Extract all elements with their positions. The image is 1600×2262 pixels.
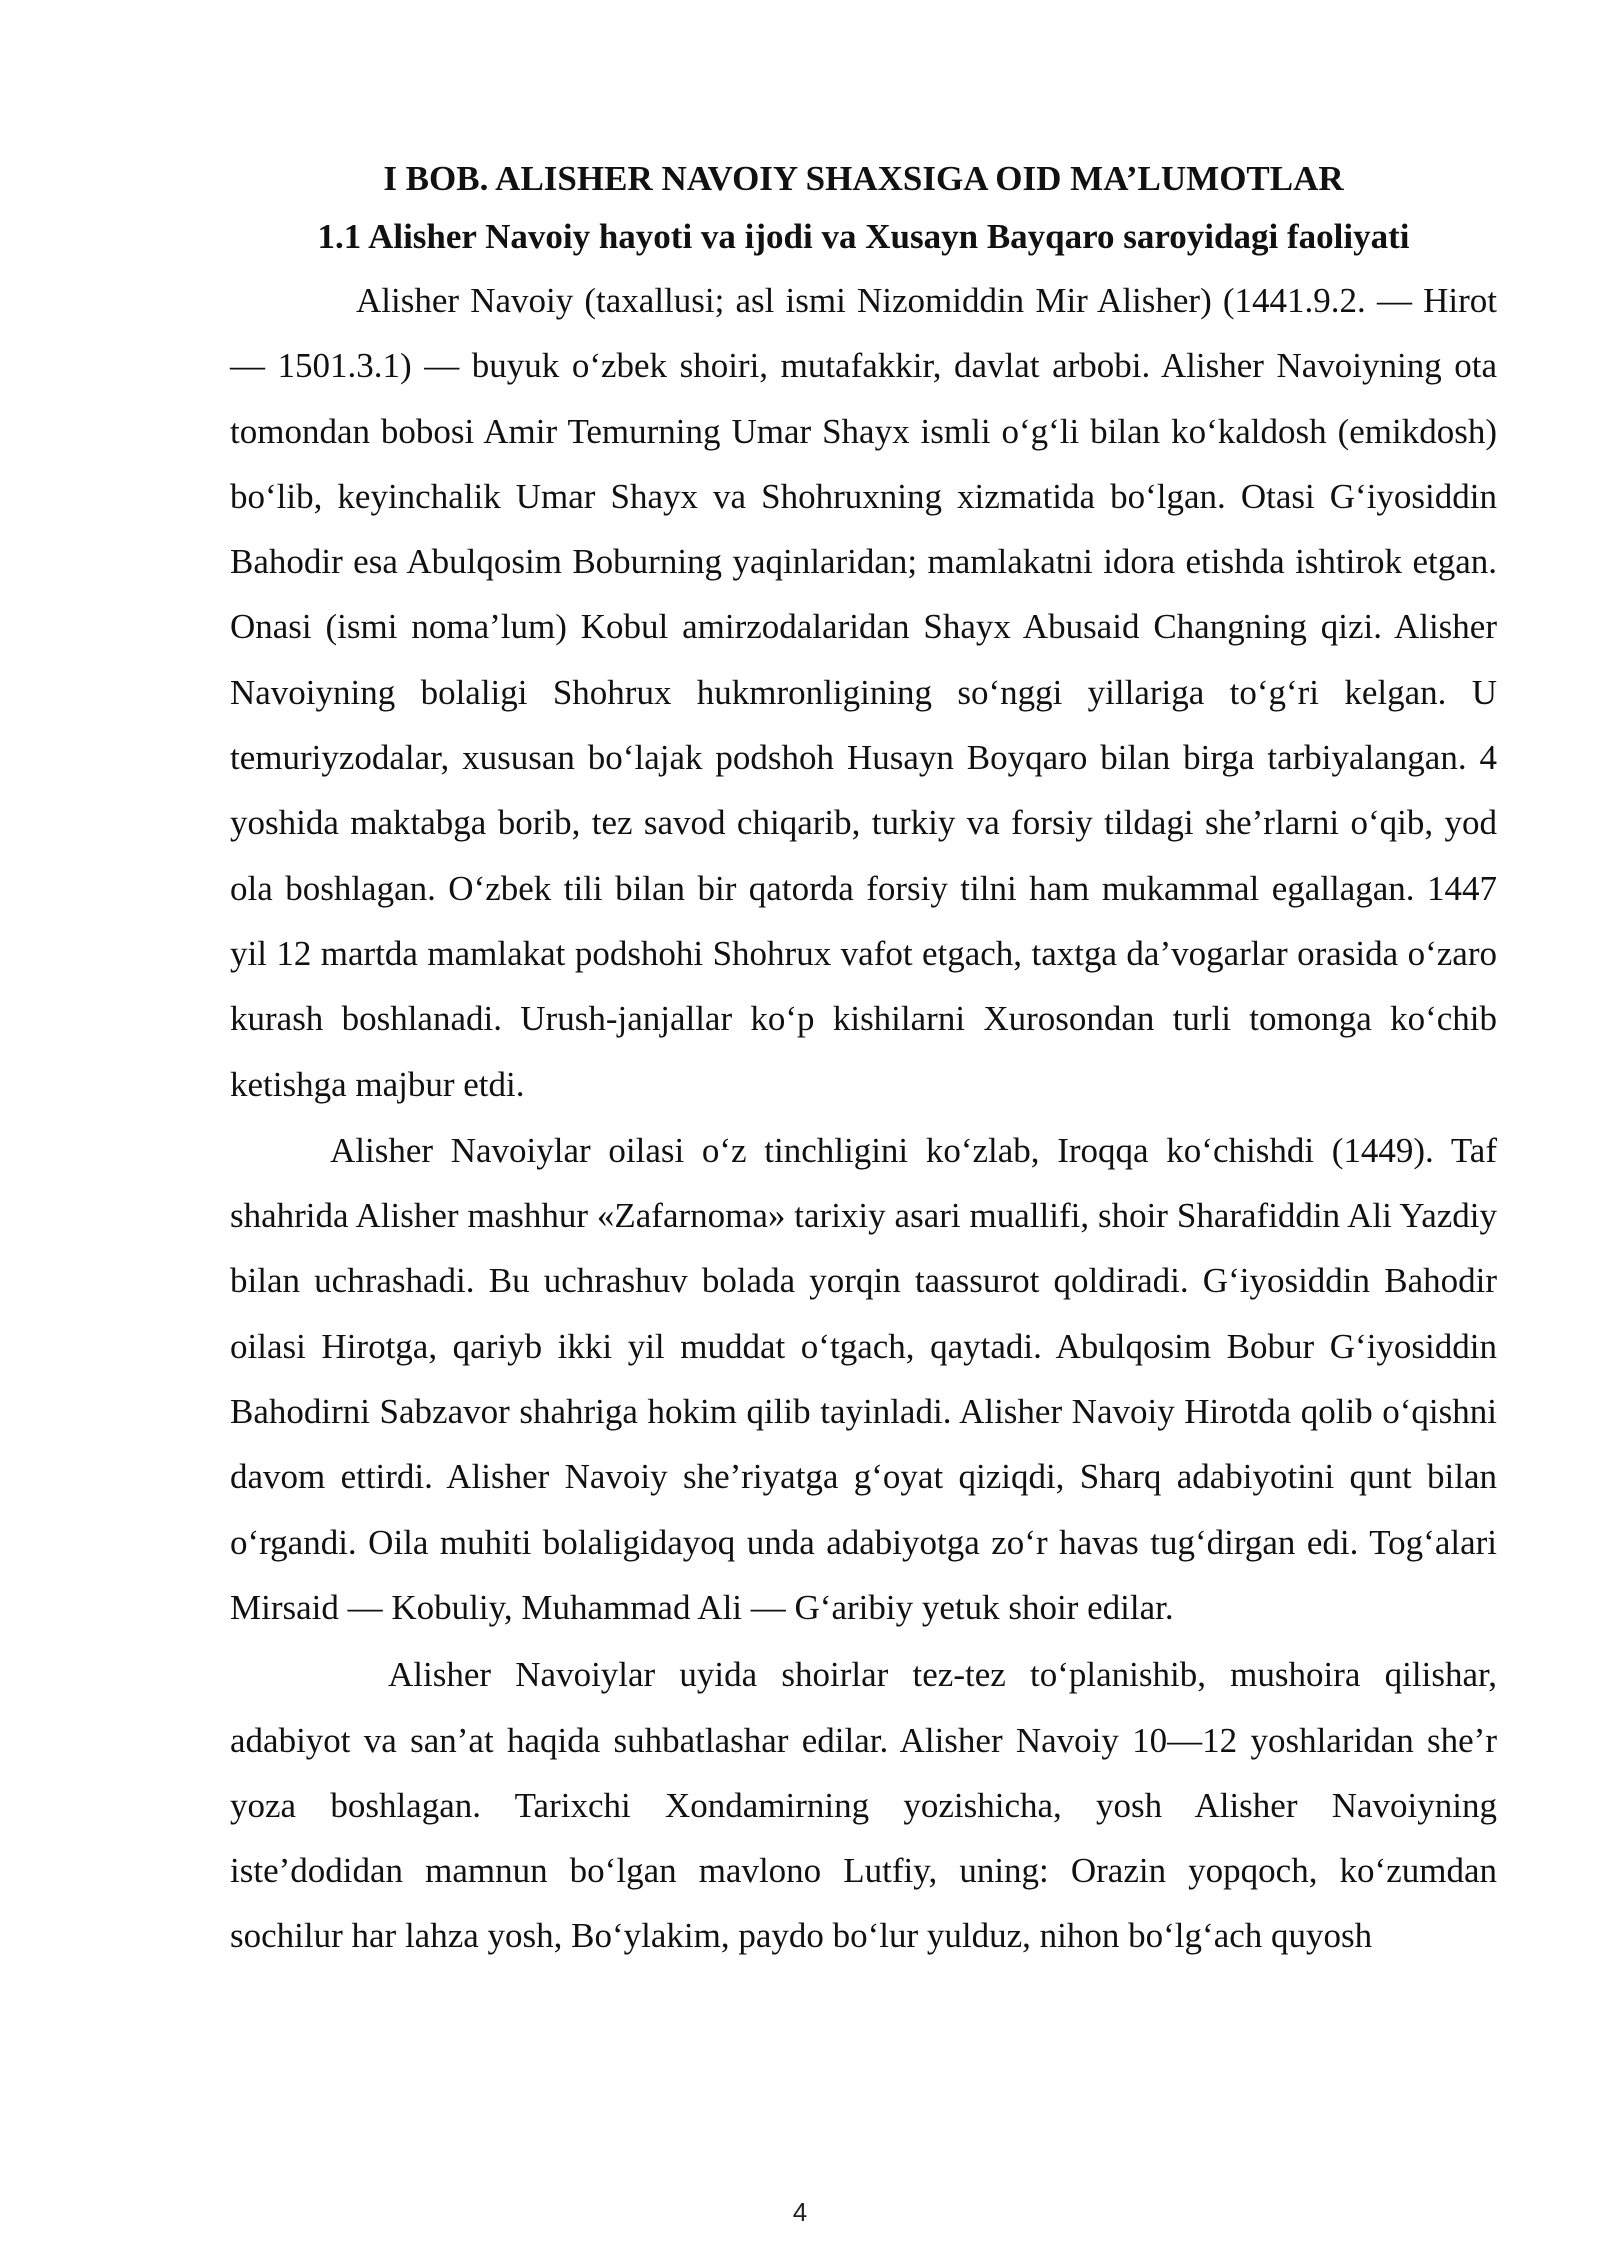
body-paragraph: Alisher Navoiylar oilasi oʻz tinchligini koʻzlab, Iroqqa koʻchishdi (1449). Taf shahrida Alisher mashhur «Zafarnoma» tarixiy asari muallifi, shoir Sharafiddin Ali Yazdiy bilan uchrashadi. Bu uchrashuv bolada yorqin taassurot qoldiradi. Gʻiyosiddin Bahodir oilasi Hirotga, qariyb ikki yil muddat oʻtgach, qaytadi. Abulqosim Bobur Gʻiyosiddin Bahodirni Sabzavor shahriga hokim qilib tayinladi. Alisher Navoiy Hirotda qolib oʻqishni davom ettirdi. Alisher Navoiy she’riyatga gʻoyat qiziqdi, Sharq adabiyotini qunt bilan oʻrgandi. Oila muhiti bolaligidayoq unda adabiyotga zoʻr havas tugʻdirgan edi. Togʻalari Mirsaid — Kobuliy, Muhammad Ali — Gʻaribiy yetuk shoir edilar.	[230, 1130, 1497, 1627]
body-paragraph: Alisher Navoiylar uyida shoirlar tez-tez toʻplanishib, mushoira qilishar, adabiyot va san’at haqida suhbatlashar edilar. Alisher Navoiy 10—12 yoshlaridan she’r yoza boshlagan. Tarixchi Xondamirning yozishicha, yosh Alisher Navoiyning iste’dodidan mamnun boʻlgan mavlono Lutfiy, uning: Orazin yopqoch, koʻzumdan sochilur har lahza yosh, Boʻylakim, paydo boʻlur yulduz, nihon boʻlgʻach quyosh	[230, 1655, 1497, 1956]
section-title: 1.1 Alisher Navoiy hayoti va ijodi va Xusayn Bayqaro saroyidagi faoliyati	[317, 217, 1410, 256]
chapter-title: I BOB. ALISHER NAVOIY SHAXSIGA OID MA’LUMOTLAR	[383, 159, 1344, 198]
body-paragraph: Alisher Navoiy (taxallusi; asl ismi Nizomiddin Mir Alisher) (1441.9.2. — Hirot — 1501.3.1) — buyuk oʻzbek shoiri, mutafakkir, davlat arbobi. Alisher Navoiyning ota tomondan bobosi Amir Temurning Umar Shayx ismli oʻgʻli bilan koʻkaldosh (emikdosh) boʻlib, keyinchalik Umar Shayx va Shohruxning xizmatida boʻlgan. Otasi Gʻiyosiddin Bahodir esa Abulqosim Boburning yaqinlaridan; mamlakatni idora etishda ishtirok etgan. Onasi (ismi noma’lum) Kobul amirzodalaridan Shayx Abusaid Changning qizi. Alisher Navoiyning bolaligi Shohrux hukmronligining soʻnggi yillariga toʻgʻri kelgan. U temuriyzodalar, xususan boʻlajak podshoh Husayn Boyqaro bilan birga tarbiyalangan. 4 yoshida maktabga borib, tez savod chiqarib, turkiy va forsiy tildagi she’rlarni oʻqib, yod ola boshlagan. Oʻzbek tili bilan bir qatorda forsiy tilni ham mukammal egallagan. 1447 yil 12 martda mamlakat podshohi Shohrux vafot etgach, taxtga da’vogarlar orasida oʻzaro kurash boshlanadi. Urush-janjallar koʻp kishilarni Xurosondan turli tomonga koʻchib ketishga majbur etdi.	[230, 281, 1497, 1104]
document-page	[230, 150, 1497, 1969]
page-number: 4	[792, 2197, 808, 2227]
